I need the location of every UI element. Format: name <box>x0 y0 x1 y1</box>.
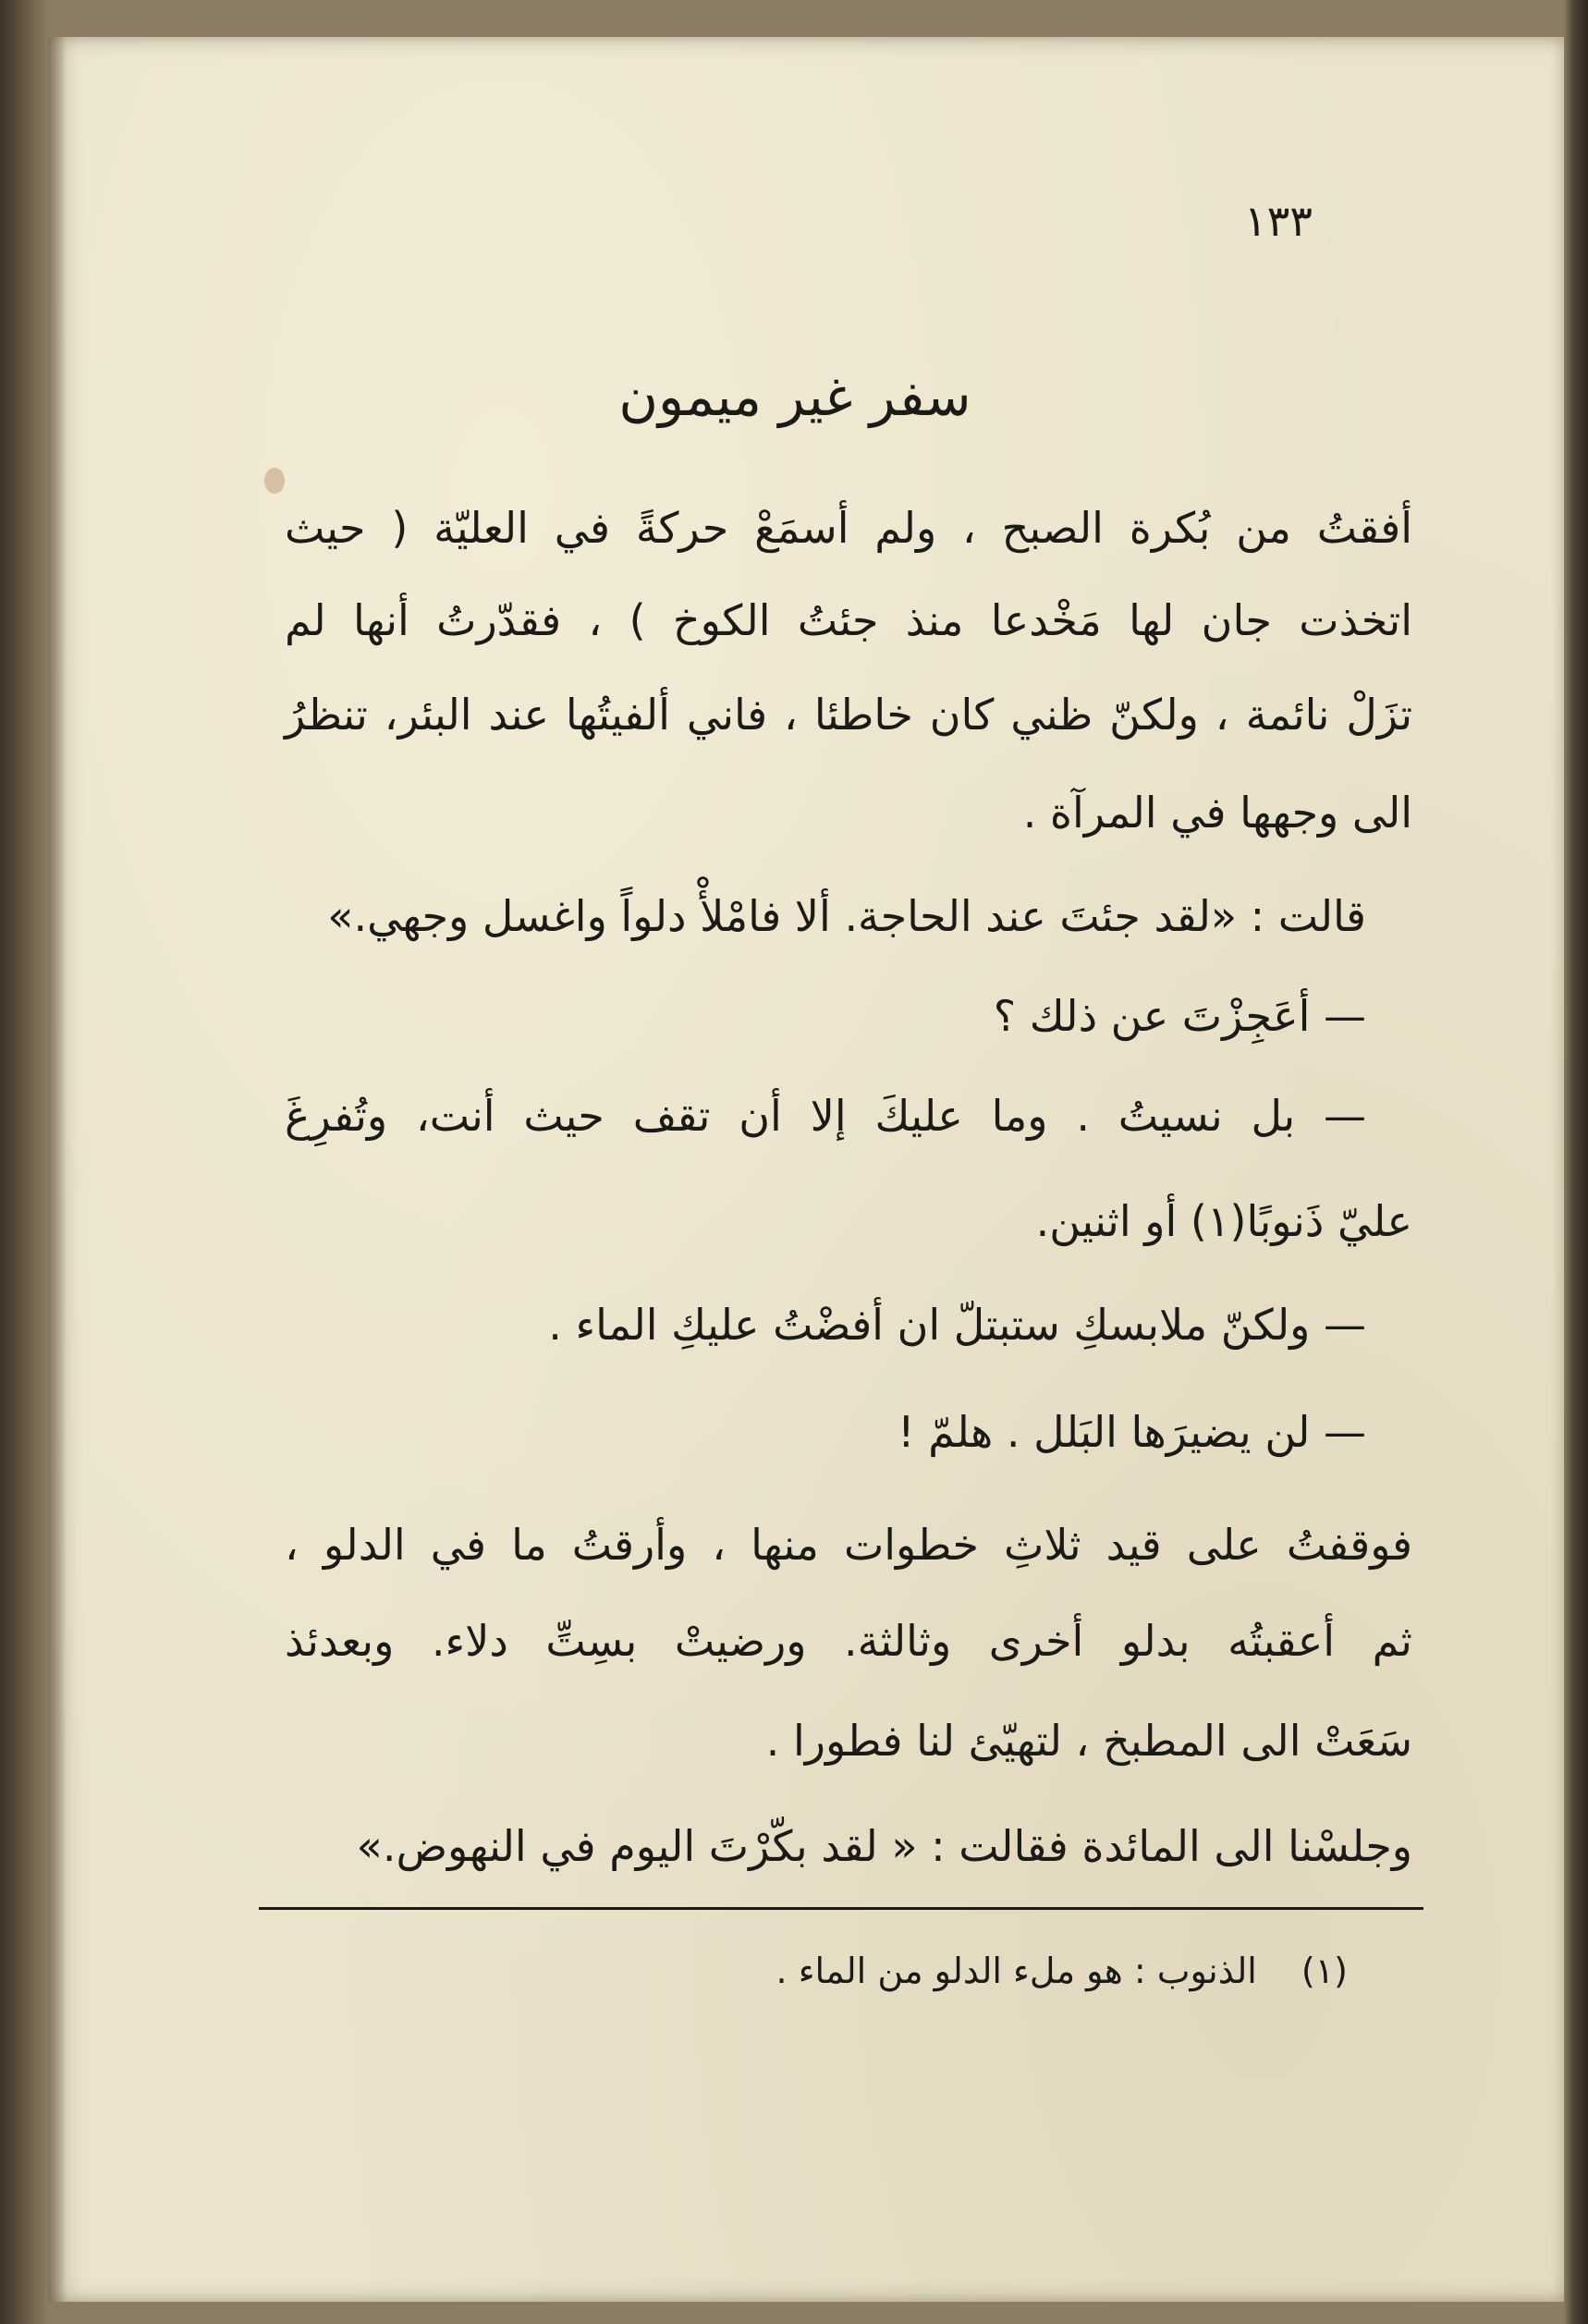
dialogue-line-1: قالت : «لقد جئتَ عند الحاجة. ألا فامْلأْ دلواً واغسل وجهي.» <box>327 891 1366 941</box>
dialogue-line-3-continued: عليّ ذَنوبًا(١) أو اثنين. <box>1035 1196 1412 1246</box>
dialogue-line-3: — بل نسيتُ . وما عليكَ إلا أن تقف حيث أنت، وتُفرِغَ <box>285 1091 1366 1141</box>
dialogue-line-5: — لن يضيرَها البَلل . هلمّ ! <box>898 1407 1366 1457</box>
paragraph-2-line-1: فوقفتُ على قيد ثلاثِ خطوات منها ، وأرقتُ ما في الدلو ، <box>285 1520 1412 1570</box>
paragraph-2-line-3: سَعَتْ الى المطبخ ، لتهيّئ لنا فطورا . <box>765 1716 1412 1766</box>
paragraph-3: وجلسْنا الى المائدة فقالت : « لقد بكّرْتَ اليوم في النهوض.» <box>356 1821 1412 1871</box>
page-number: ١٣٣ <box>1243 196 1313 246</box>
paragraph-1-line-1: أفقتُ من بُكرة الصبح ، ولم أسمَعْ حركةً في العليّة ( حيث <box>285 503 1412 553</box>
paragraph-1-line-4: الى وجهها في المرآة . <box>1022 788 1412 838</box>
footnote-text: الذنوب : هو ملء الدلو من الماء . <box>776 1951 1257 1991</box>
dialogue-line-2: — أعَجِزْتَ عن ذلك ؟ <box>993 991 1366 1041</box>
footnote-divider <box>259 1907 1423 1910</box>
page-edge <box>1564 0 1588 2324</box>
footnote <box>776 1951 1348 1991</box>
page-gutter-shadow <box>48 37 67 2302</box>
dialogue-line-4: — ولكنّ ملابسكِ ستبتلّ ان أفضْتُ عليكِ الماء . <box>548 1300 1366 1350</box>
footnote-marker: (١) <box>1301 1951 1348 1991</box>
paragraph-2-line-2: ثم أعقبتُه بدلو أخرى وثالثة. ورضيتْ بسِتِّ دلاء. وبعدئذ <box>285 1616 1412 1666</box>
chapter-title: سفر غير ميمون <box>618 365 971 428</box>
paragraph-1-line-3: تزَلْ نائمة ، ولكنّ ظني كان خاطئا ، فاني ألفيتُها عند البئر، تنظرُ <box>285 690 1412 740</box>
paper-stain <box>264 468 285 494</box>
paragraph-1-line-2: اتخذت جان لها مَخْدعا منذ جئتُ الكوخ ) ، فقدّرتُ أنها لم <box>285 595 1412 645</box>
